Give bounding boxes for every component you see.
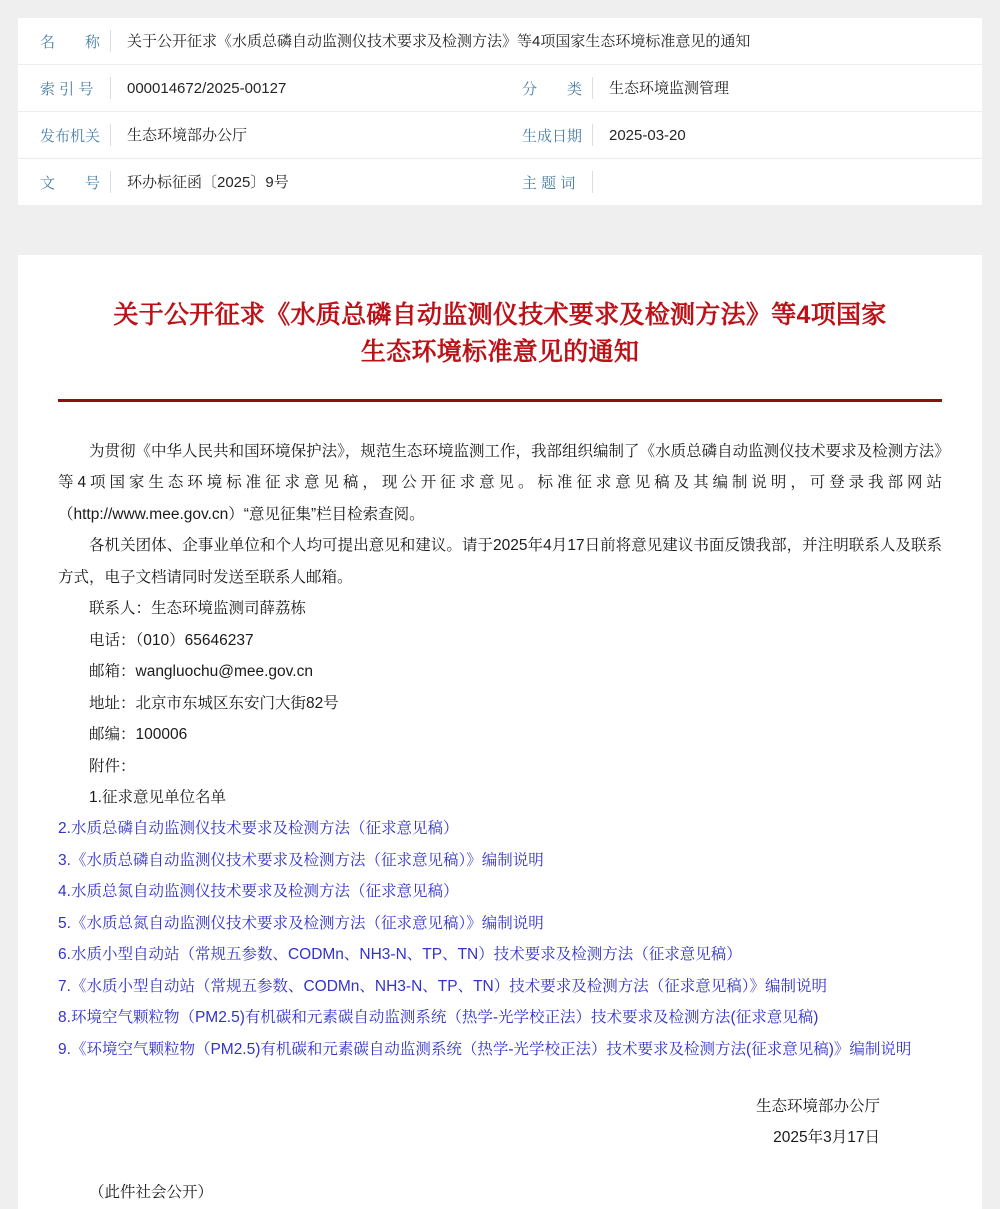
metadata-value-name: 关于公开征求《水质总磷自动监测仪技术要求及检测方法》等4项国家生态环境标准意见的通知 — [127, 32, 751, 50]
attachment-item[interactable] — [58, 908, 942, 939]
attachment-label[interactable]: 环境空气颗粒物（PM2.5)有机碳和元素碳自动监测系统（热学-光学校正法）技术要求及检测方法(征求意见稿) — [70, 1009, 819, 1027]
contact-phone-line: 电话：（010）65646237 — [89, 631, 254, 649]
attachment-item[interactable] — [58, 1034, 942, 1065]
metadata-cell-date — [500, 112, 982, 158]
contact-address-line: 地址：北京市东城区东安门大街82号 — [89, 694, 339, 712]
attachment-number: 9. — [58, 1040, 71, 1058]
attachment-label[interactable]: 《水质总氮自动监测仪技术要求及检测方法（征求意见稿）》编制说明 — [70, 914, 544, 932]
attachment-item[interactable] — [58, 845, 942, 876]
signature-organization: 生态环境部办公厅 — [755, 1098, 880, 1116]
contact-postcode-line: 邮编：100006 — [89, 726, 188, 744]
attachment-label[interactable]: 水质总氮自动监测仪技术要求及检测方法（征求意见稿） — [70, 883, 459, 901]
metadata-cell-name — [18, 18, 982, 64]
attachment-number: 7. — [58, 977, 71, 995]
attachment-number: 5. — [58, 914, 71, 932]
attachment-label[interactable]: 《环境空气颗粒物（PM2.5)有机碳和元素碳自动监测系统（热学-光学校正法）技术要求及检测方法(征求意见稿)》编制说明 — [70, 1040, 912, 1058]
metadata-divider — [592, 171, 593, 193]
attachment-item[interactable] — [58, 939, 942, 970]
attachment-label[interactable]: 水质小型自动站（常规五参数、CODMn、NH3-N、TP、TN）技术要求及检测方法（征求意见稿） — [70, 946, 742, 964]
metadata-divider — [110, 124, 111, 146]
attachment-item[interactable] — [58, 813, 942, 844]
attachment-number: 2. — [58, 820, 71, 838]
metadata-divider — [592, 77, 593, 99]
metadata-cell-issuer — [18, 112, 500, 158]
page-title: 关于公开征求《水质总磷自动监测仪技术要求及检测方法》等4项国家生态环境标准意见的通知 — [113, 301, 887, 366]
metadata-label-docnumber: 文 号 — [40, 174, 101, 192]
document-body — [58, 436, 942, 1202]
metadata-value-category: 生态环境监测管理 — [609, 79, 730, 97]
signature-block — [58, 1091, 942, 1153]
attachment-item — [58, 782, 942, 813]
attachment-number: 1. — [89, 788, 102, 806]
metadata-value-date: 2025-03-20 — [609, 126, 686, 144]
attachment-number: 3. — [58, 851, 71, 869]
attachment-label[interactable]: 水质总磷自动监测仪技术要求及检测方法（征求意见稿） — [70, 820, 459, 838]
attachment-label[interactable]: 《水质小型自动站（常规五参数、CODMn、NH3-N、TP、TN）技术要求及检测方法（征求意见稿）》编制说明 — [70, 977, 827, 995]
signature-date: 2025年3月17日 — [773, 1129, 880, 1147]
metadata-cell-keywords — [500, 159, 982, 205]
metadata-panel — [18, 18, 982, 205]
attachment-number: 4. — [58, 883, 71, 901]
public-disclosure-note: （此件社会公开） — [89, 1184, 214, 1202]
attachment-item[interactable] — [58, 876, 942, 907]
attachment-label[interactable]: 《水质总磷自动监测仪技术要求及检测方法（征求意见稿）》编制说明 — [70, 851, 544, 869]
attachment-label: 征求意见单位名单 — [101, 788, 226, 806]
attachment-item[interactable] — [58, 971, 942, 1002]
metadata-row-index — [18, 65, 982, 112]
attachment-number: 6. — [58, 946, 71, 964]
attachments-heading: 附件： — [89, 757, 136, 775]
metadata-row-name — [18, 18, 982, 65]
metadata-cell-docnumber — [18, 159, 500, 205]
metadata-label-keywords: 主 题 词 — [522, 174, 576, 192]
metadata-divider — [110, 171, 111, 193]
metadata-label-name: 名 称 — [40, 33, 101, 51]
metadata-value-docnumber: 环办标征函〔2025〕9号 — [127, 173, 289, 191]
attachment-item[interactable] — [58, 1002, 942, 1033]
metadata-value-issuer: 生态环境部办公厅 — [127, 126, 248, 144]
metadata-divider — [592, 124, 593, 146]
contact-person-line: 联系人：生态环境监测司薛荔栋 — [89, 600, 307, 618]
metadata-label-index: 索 引 号 — [40, 80, 94, 98]
attachments-list — [58, 782, 942, 1065]
body-paragraph-2: 各机关团体、企事业单位和个人均可提出意见和建议。请于2025年4月17日前将意见建议书面反馈我部，并注明联系人及联系方式，电子文档请同时发送至联系人邮箱。 — [58, 537, 942, 586]
metadata-cell-category — [500, 65, 982, 111]
metadata-label-date: 生成日期 — [522, 127, 583, 145]
metadata-row-issuer — [18, 112, 982, 159]
metadata-divider — [110, 30, 111, 52]
metadata-divider — [110, 77, 111, 99]
contact-email-line: 邮箱：wangluochu@mee.gov.cn — [89, 663, 313, 681]
metadata-label-category: 分 类 — [522, 80, 583, 98]
metadata-label-issuer: 发布机关 — [40, 127, 101, 145]
body-paragraph-1: 为贯彻《中华人民共和国环境保护法》，规范生态环境监测工作，我部组织编制了《水质总磷自动监测仪技术要求及检测方法》等4项国家生态环境标准征求意见稿，现公开征求意见。标准征求意见稿及其编制说明，可登录我部网站（http://www.mee.gov.cn）“意见征集”栏目检索查阅。 — [58, 443, 942, 523]
metadata-value-index: 000014672/2025-00127 — [127, 79, 287, 97]
attachment-number: 8. — [58, 1009, 71, 1027]
metadata-row-docnumber — [18, 159, 982, 205]
title-divider — [58, 399, 942, 402]
metadata-cell-index — [18, 65, 500, 111]
document-panel — [18, 255, 982, 1209]
